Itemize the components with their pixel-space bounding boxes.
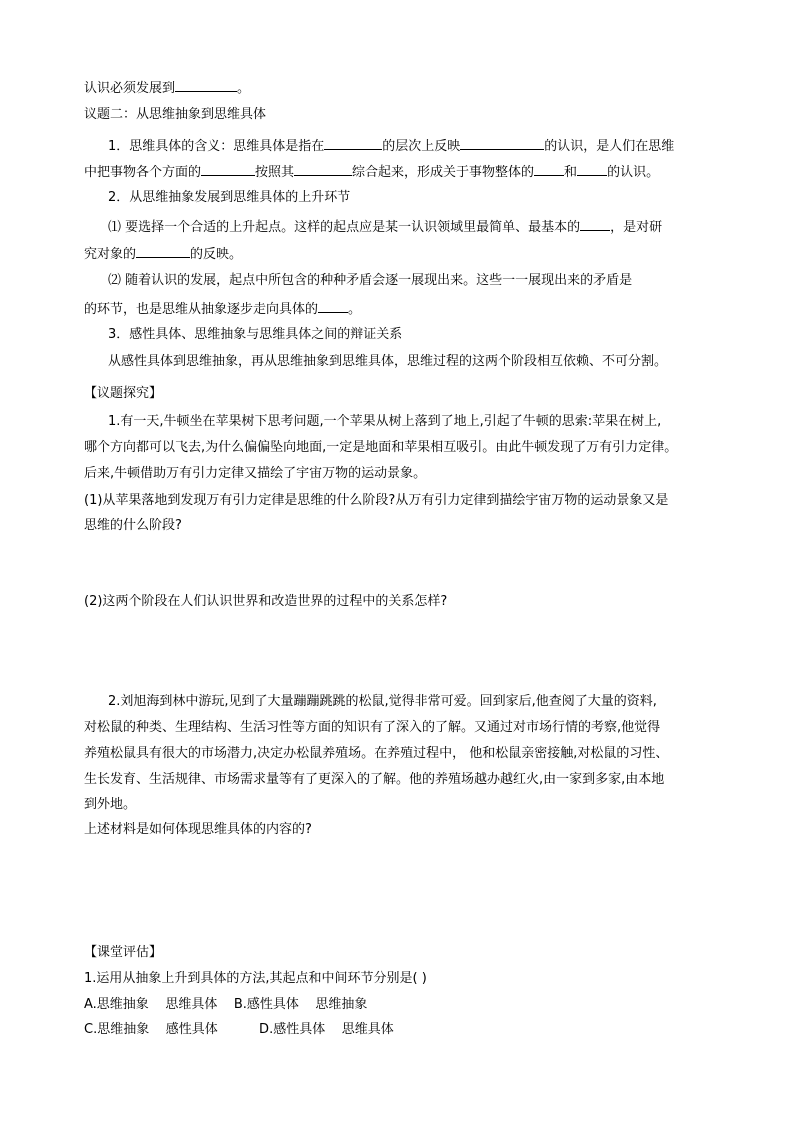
blank — [534, 163, 564, 176]
text: 究对象的 — [84, 247, 137, 262]
evaluation-options-row2: C.思维抽象 感性具体 D.感性具体 思维具体 — [84, 1022, 394, 1037]
text: 的层次上反映 — [382, 139, 461, 154]
blank — [577, 163, 607, 176]
explore-q1-sub2: (2)这两个阶段在人们认识世界和改造世界的过程中的关系怎样? — [84, 594, 448, 609]
blank — [324, 137, 382, 150]
text: 的反映。 — [190, 247, 243, 262]
explore-heading: 【议题探究】 — [84, 386, 163, 401]
text: 。 — [348, 302, 362, 317]
text: 的环节，也是思维从抽象逐步走向具体的 — [84, 302, 319, 317]
explore-q1-line2: 哪个方向都可以飞去,为什么偏偏坠向地面,一定是地面和苹果相互吸引。由此牛顿发现了万有引力定律。 — [84, 440, 678, 455]
evaluation-q1: 1.运用从抽象上升到具体的方法,其起点和中间环节分别是( ) — [84, 971, 427, 986]
explore-q2-question: 上述材料是如何体现思维具体的内容的? — [84, 822, 312, 837]
evaluation-options-row1: A.思维抽象 思维具体 B.感性具体 思维抽象 — [84, 997, 368, 1012]
explore-q2-line5: 到外地。 — [84, 797, 137, 812]
explore-q2-line2: 对松鼠的种类、生理结构、生活习性等方面的知识有了深入的了解。又通过对市场行情的考察,他觉得 — [84, 720, 661, 735]
evaluation-heading: 【课堂评估】 — [84, 945, 163, 960]
text: 综合起来，形成关于事物整体的 — [352, 165, 535, 180]
blank — [175, 79, 237, 92]
topic2-p1-line1 — [108, 137, 674, 155]
blank — [201, 163, 255, 176]
blank — [460, 137, 544, 150]
explore-q1-sub1-line1: (1)从苹果落地到发现万有引力定律是思维的什么阶段?从万有引力定律到描绘宇宙万物的运动景象又是 — [84, 493, 669, 508]
explore-q1-line3: 后来,牛顿借助万有引力定律又描绘了宇宙万物的运动景象。 — [84, 466, 427, 481]
topic2-p2-2-line1: ⑵ 随着认识的发展，起点中所包含的种种矛盾会逐一展现出来。这些一一展现出来的矛盾是 — [108, 273, 633, 288]
text: ⑴ 要选择一个合适的上升起点。这样的起点应是某一认识领域里最简单、最基本的 — [108, 220, 581, 235]
blank — [580, 218, 610, 231]
topic2-p2-heading: 2．从思维抽象发展到思维具体的上升环节 — [108, 190, 351, 205]
intro-text: 认识必须发展到 — [84, 81, 176, 96]
explore-q1-line1: 1.有一天,牛顿坐在苹果树下思考问题,一个苹果从树上落到了地上,引起了牛顿的思索:苹果在树上, — [108, 414, 662, 429]
explore-q2-line1: 2.刘旭海到林中游玩,见到了大量蹦蹦跳跳的松鼠,觉得非常可爱。回到家后,他查阅了大量的资料, — [108, 694, 657, 709]
topic2-p3-heading: 3．感性具体、思维抽象与思维具体之间的辩证关系 — [108, 327, 403, 342]
intro-line — [84, 79, 250, 97]
text: 1．思维具体的含义：思维具体是指在 — [108, 139, 325, 154]
text: 和 — [564, 165, 578, 180]
text: ，是对研 — [610, 220, 663, 235]
explore-q2-line3: 养殖松鼠具有很大的市场潜力,决定办松鼠养殖场。在养殖过程中， 他和松鼠亲密接触,对松鼠的习性、 — [84, 746, 669, 761]
topic2-p2-1-line2 — [84, 245, 242, 263]
topic2-heading: 议题二：从思维抽象到思维具体 — [84, 107, 267, 122]
text: 按照其 — [255, 165, 295, 180]
blank — [136, 245, 190, 258]
text: 的认识，是人们在思维 — [544, 139, 675, 154]
text: 中把事物各个方面的 — [84, 165, 202, 180]
text: 的认识。 — [607, 165, 660, 180]
topic2-p2-2-line2 — [84, 300, 361, 318]
topic2-p3-text: 从感性具体到思维抽象，再从思维抽象到思维具体，思维过程的这两个阶段相互依赖、不可分割。 — [108, 354, 668, 369]
blank — [294, 163, 352, 176]
blank — [318, 300, 348, 313]
topic2-p2-1-line1 — [108, 218, 662, 236]
intro-end: 。 — [237, 81, 251, 96]
explore-q2-line4: 生长发育、生活规律、市场需求量等有了更深入的了解。他的养殖场越办越红火,由一家到多家,由本地 — [84, 772, 665, 787]
explore-q1-sub1-line2: 思维的什么阶段? — [84, 518, 182, 533]
topic2-p1-line2 — [84, 163, 659, 181]
